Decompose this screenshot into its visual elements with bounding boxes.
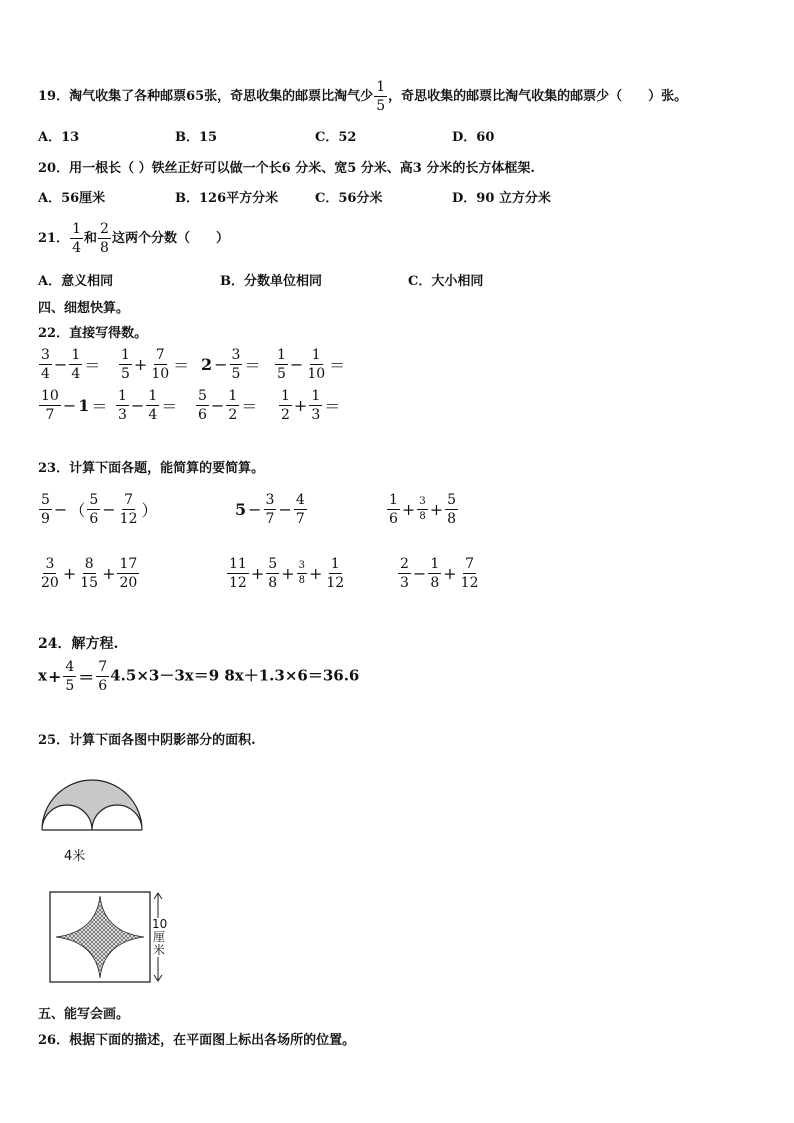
q21-fraction-1: $\frac{1}{4}$ — [72, 221, 82, 256]
q22-item-8: $\frac{1}{2}$ + $\frac{1}{3}$ ＝ — [281, 388, 341, 423]
q21-fraction-2: $\frac{2}{8}$ — [100, 221, 109, 256]
q20-option-d[interactable]: D．90 立方分米 — [452, 191, 551, 206]
q24-equations: x+ $\frac{4}{5}$ ＝ $\frac{7}{6}$ 4.5×3－3x＝9 8x＋1.3×6＝36.6 — [38, 659, 360, 694]
q21-option-c[interactable]: C．大小相同 — [408, 274, 484, 289]
q21-number: 21． — [38, 231, 70, 246]
q22-item-2: $\frac{1}{5}$ + $\frac{7}{10}$ ＝ — [121, 347, 190, 382]
q22-item-4: $\frac{1}{5}$ − $\frac{1}{10}$ ＝ — [277, 347, 346, 382]
q20-option-c[interactable]: C．56分米 — [315, 191, 383, 206]
q20-option-b[interactable]: B．126平方分米 — [175, 191, 279, 206]
q20-option-a[interactable]: A．56厘米 — [38, 191, 106, 206]
q19-option-a[interactable]: A．13 — [38, 130, 80, 145]
section-5-heading: 五、能写会画。 — [38, 1007, 130, 1022]
question-26: 26．根据下面的描述，在平面图上标出各场所的位置。 — [38, 1033, 356, 1048]
q22-item-5: $\frac{10}{7}$ − 1 ＝ — [41, 388, 108, 423]
q23-expr-3: $\frac{1}{6}$ + $\frac{3}{8}$ + $\frac{5}{8}$ — [389, 492, 457, 527]
q19-option-d[interactable]: D．60 — [452, 130, 495, 145]
fig2-label: 10 厘 米 — [152, 917, 168, 957]
q23-expr-2: 5 − $\frac{3}{7}$ − $\frac{4}{7}$ — [235, 492, 305, 527]
q19-prefix: 19．淘气收集了各种邮票65张，奇思收集的邮票比淘气少 — [38, 89, 374, 104]
shaded-region — [42, 780, 142, 830]
q23-expr-4: $\frac{3}{20}$ + $\frac{8}{15}$ + $\frac{17}{20}$ — [41, 556, 138, 591]
question-20: 20．用一根长（ ）铁丝正好可以做一个长6 分米、宽5 分米、高3 分米的长方体框架. — [38, 161, 535, 176]
question-24-title: 24．解方程. — [38, 636, 119, 652]
q21-option-a[interactable]: A．意义相同 — [38, 274, 114, 289]
q21-option-b[interactable]: B．分数单位相同 — [220, 274, 322, 289]
q22-item-3: 2 − $\frac{3}{5}$ ＝ — [201, 347, 261, 382]
q22-item-1: $\frac{3}{4}$ − $\frac{1}{4}$ ＝ — [41, 347, 101, 382]
q19-fraction: $\frac{1}{5}$ — [376, 79, 386, 114]
question-22-title: 22．直接写得数。 — [38, 326, 148, 341]
figure-semicircle — [38, 762, 148, 838]
q22-item-7: $\frac{5}{6}$ − $\frac{1}{2}$ ＝ — [198, 388, 258, 423]
question-23-title: 23．计算下面各题，能简算的要简算。 — [38, 461, 265, 476]
q19-option-b[interactable]: B．15 — [175, 130, 218, 145]
question-21 — [38, 222, 229, 255]
q21-and: 和 — [84, 231, 98, 246]
question-25-title: 25．计算下面各图中阴影部分的面积. — [38, 733, 256, 748]
q23-expr-5: $\frac{11}{12}$ + $\frac{5}{8}$ + $\frac{3}{8}$ + $\frac{1}{12}$ — [229, 556, 345, 591]
question-19 — [38, 80, 687, 113]
q19-option-c[interactable]: C．52 — [315, 130, 357, 145]
q21-suffix: 这两个分数（ ） — [111, 231, 229, 246]
q23-expr-1: $\frac{5}{9}$ − （ $\frac{5}{6}$ − $\frac{7}{12}$ ） — [41, 492, 158, 527]
fig1-label: 4米 — [64, 849, 86, 864]
q23-expr-6: $\frac{2}{3}$ − $\frac{1}{8}$ + $\frac{7}{12}$ — [400, 556, 479, 591]
q19-suffix: ，奇思收集的邮票比淘气收集的邮票少（ ）张。 — [388, 89, 688, 104]
q22-item-6: $\frac{1}{3}$ − $\frac{1}{4}$ ＝ — [118, 388, 178, 423]
section-4-heading: 四、细想快算。 — [38, 301, 130, 316]
